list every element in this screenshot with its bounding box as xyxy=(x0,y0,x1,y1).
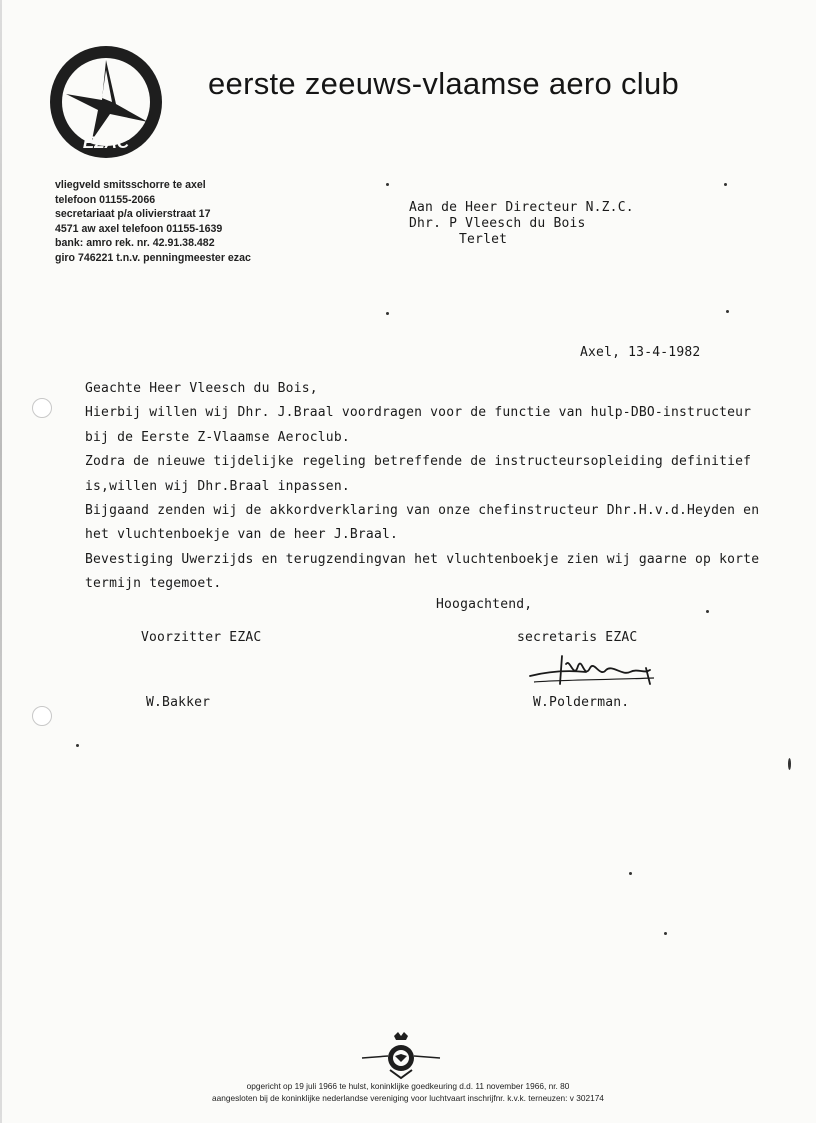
sender-address-block xyxy=(55,178,251,265)
logo-text: EZAC xyxy=(82,133,130,152)
body-line: termijn tegemoet. xyxy=(85,576,222,592)
body-line: het vluchtenboekje van de heer J.Braal. xyxy=(85,527,399,543)
letter-date: Axel, 13-4-1982 xyxy=(580,345,701,360)
fold-mark xyxy=(726,310,729,313)
ezac-logo xyxy=(48,44,164,160)
handwritten-signature xyxy=(526,650,666,690)
body-line: Zodra de nieuwe tijdelijke regeling betreffende de instructeursopleiding definitief xyxy=(85,454,752,470)
sender-line: giro 746221 t.n.v. penningmeester ezac xyxy=(55,251,251,264)
punch-hole xyxy=(32,398,52,418)
footer-line: opgericht op 19 juli 1966 te hulst, koninklijke goedkeuring d.d. 11 november 1966, nr. 80 xyxy=(246,1081,570,1091)
body-line: Bevestiging Uwerzijds en terugzendingvan het vluchtenboekje zien wij gaarne op korte xyxy=(85,551,760,567)
club-name: eerste zeeuws-vlaamse aero club xyxy=(208,66,680,101)
royal-emblem-icon xyxy=(360,1030,442,1080)
recipient-city: Terlet xyxy=(459,232,508,247)
footer-line: aangesloten bij de koninklijke nederlandse vereniging voor luchtvaart inschrijfnr. k.v.k. terneuzen: v 302174 xyxy=(212,1093,604,1103)
stray-mark xyxy=(706,610,709,613)
chair-title: Voorzitter EZAC xyxy=(141,630,262,645)
recipient-line: Aan de Heer Directeur N.Z.C. xyxy=(409,200,634,215)
body-line: bij de Eerste Z-Vlaamse Aeroclub. xyxy=(85,429,350,445)
recipient-line: Dhr. P Vleesch du Bois xyxy=(409,216,586,231)
stray-mark xyxy=(629,872,632,875)
sender-line: vliegveld smitsschorre te axel xyxy=(55,179,206,191)
sender-line: telefoon 01155-2066 xyxy=(55,193,156,206)
punch-hole xyxy=(32,706,52,726)
sender-line: secretariaat p/a olivierstraat 17 xyxy=(55,208,211,220)
fold-mark xyxy=(724,183,727,186)
body-line: Hierbij willen wij Dhr. J.Braal voordragen voor de functie van hulp-DBO-instructeur xyxy=(85,405,752,421)
stray-mark xyxy=(788,758,791,770)
body-line: is,willen wij Dhr.Braal inpassen. xyxy=(85,478,350,494)
stray-mark xyxy=(76,744,79,747)
chair-name: W.Bakker xyxy=(146,695,211,710)
fold-mark xyxy=(386,312,389,315)
sender-line: bank: amro rek. nr. 42.91.38.482 xyxy=(55,237,215,249)
sender-line: 4571 aw axel telefoon 01155-1639 xyxy=(55,222,223,235)
body-line: Geachte Heer Vleesch du Bois, xyxy=(85,381,318,396)
recipient-address xyxy=(409,200,634,248)
body-line: Bijgaand zenden wij de akkordverklaring van onze chefinstructeur Dhr.H.v.d.Heyden en xyxy=(85,503,760,519)
paper-edge xyxy=(0,0,2,1123)
stray-mark xyxy=(664,932,667,935)
footer xyxy=(0,1080,816,1104)
secretary-title: secretaris EZAC xyxy=(517,630,638,645)
secretary-name: W.Polderman. xyxy=(533,695,630,710)
fold-mark xyxy=(386,183,389,186)
closing-salutation: Hoogachtend, xyxy=(436,597,533,612)
letter-body xyxy=(85,377,775,597)
